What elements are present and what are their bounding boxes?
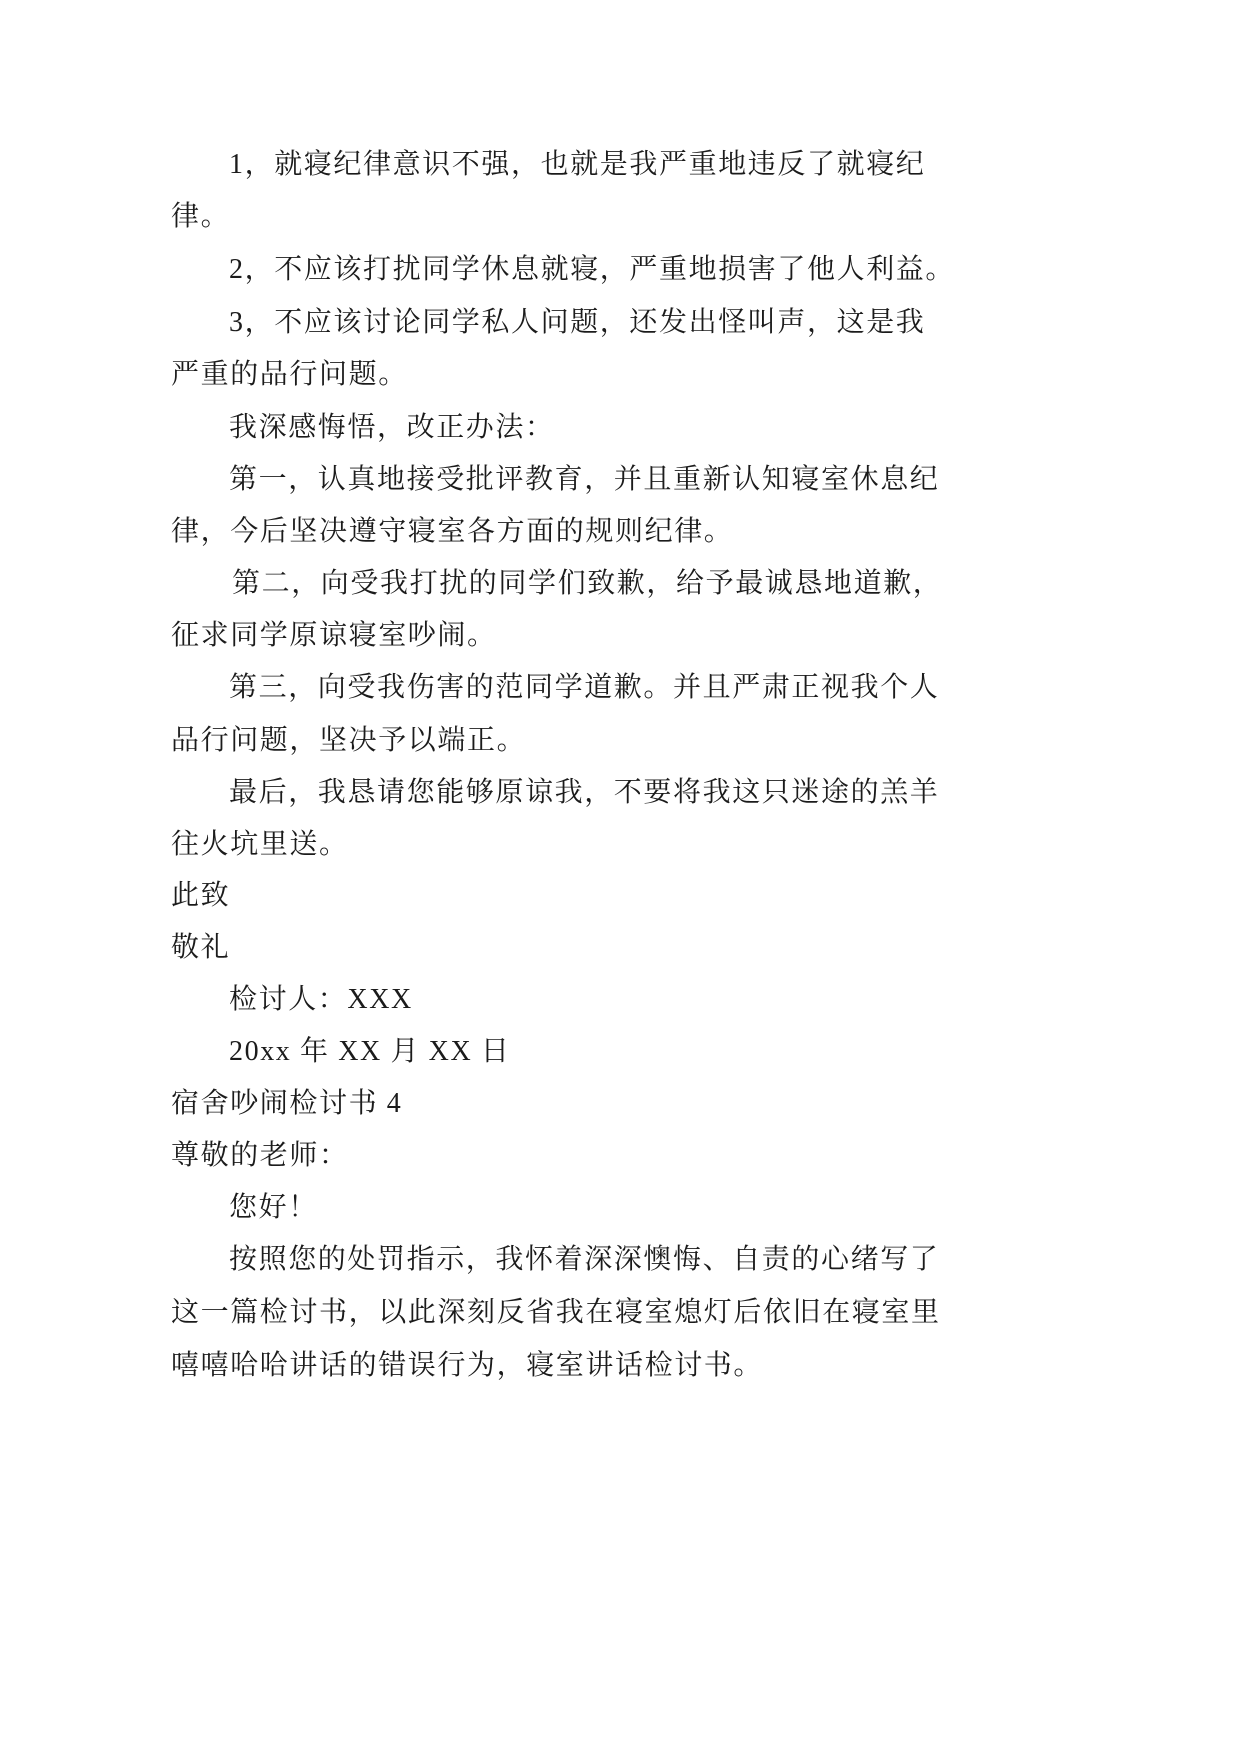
- remedy-2-line: 第二，向受我打扰的同学们致歉，给予最诚恳地道歉，: [232, 568, 943, 599]
- section-title: 宿舍吵闹检讨书 4: [171, 1088, 403, 1119]
- remedy-1-continuation: 律，今后坚决遵守寝室各方面的规则纪律。: [171, 516, 734, 547]
- body-line-3: 嘻嘻哈哈讲话的错误行为，寝室讲话检讨书。: [171, 1350, 764, 1381]
- salutation: 您好！: [229, 1192, 318, 1223]
- reason-1-continuation: 律。: [171, 201, 231, 232]
- remedy-3-continuation: 品行问题，坚决予以端正。: [171, 725, 527, 756]
- signature-line: 检讨人：XXX: [229, 984, 413, 1015]
- body-line-1: 按照您的处罚指示，我怀着深深懊悔、自责的心绪写了: [229, 1244, 940, 1275]
- salute-text: 敬礼: [171, 932, 231, 963]
- final-plea-line: 最后，我恳请您能够原谅我，不要将我这只迷途的羔羊: [229, 777, 940, 808]
- reason-3-continuation: 严重的品行问题。: [171, 359, 408, 390]
- reason-2-line: 2，不应该打扰同学休息就寝，严重地损害了他人利益。: [229, 254, 956, 285]
- body-line-2: 这一篇检讨书，以此深刻反省我在寝室熄灯后依旧在寝室里: [171, 1297, 941, 1328]
- remedy-1-line: 第一，认真地接受批评教育，并且重新认知寝室休息纪: [229, 464, 940, 495]
- closing-text: 此致: [171, 880, 231, 911]
- date-line: 20xx 年 XX 月 XX 日: [229, 1036, 511, 1067]
- reason-3-line: 3，不应该讨论同学私人问题，还发出怪叫声，这是我: [229, 307, 926, 338]
- greeting: 尊敬的老师：: [171, 1140, 349, 1171]
- remedy-intro: 我深感悔悟，改正办法：: [229, 412, 555, 443]
- reason-1-line: 1，就寝纪律意识不强，也就是我严重地违反了就寝纪: [229, 149, 926, 180]
- remedy-2-continuation: 征求同学原谅寝室吵闹。: [171, 620, 497, 651]
- remedy-3-line: 第三，向受我伤害的范同学道歉。并且严肃正视我个人: [229, 672, 940, 703]
- final-plea-continuation: 往火坑里送。: [171, 829, 349, 860]
